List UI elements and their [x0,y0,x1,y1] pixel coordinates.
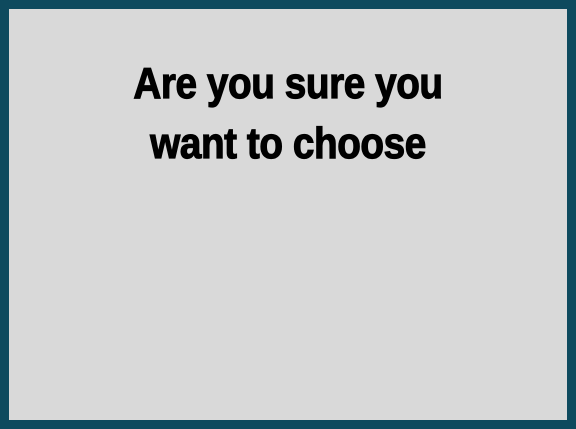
confirm-prompt [42,54,533,174]
prompt-line-2: want to choose [150,119,426,168]
prompt-line-1: Are you sure you [133,59,443,108]
